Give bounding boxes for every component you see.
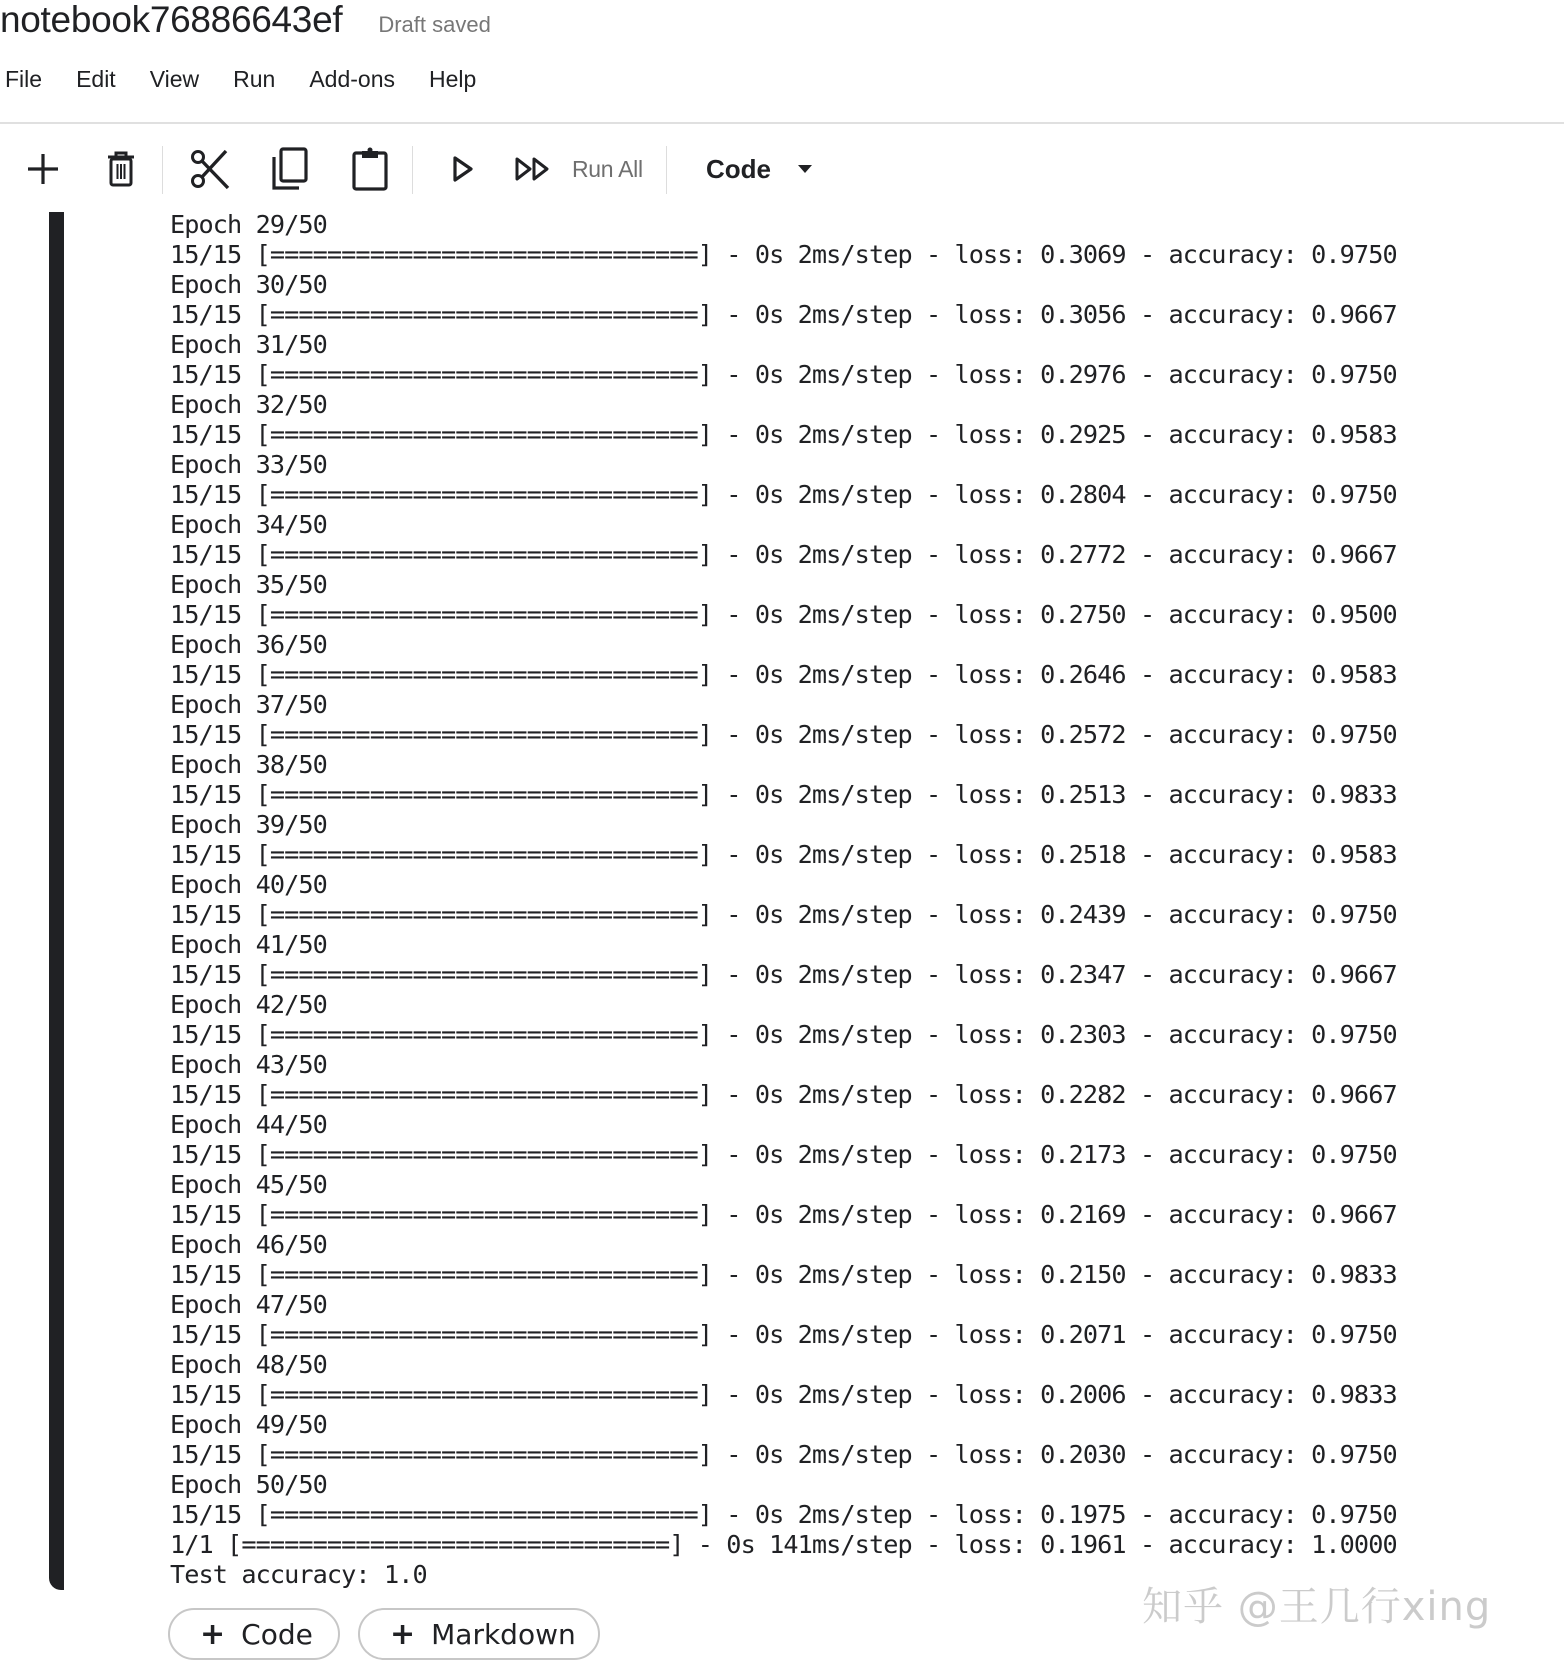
save-status: Draft saved bbox=[378, 12, 491, 37]
output-line: Epoch 39/50 bbox=[170, 810, 327, 839]
output-line: 1/1 [==============================] - 0s 141ms/step - loss: 0.1961 - accuracy: 1.0000 bbox=[170, 1530, 1397, 1559]
output-line: Epoch 31/50 bbox=[170, 330, 327, 359]
output-line: 15/15 [==============================] - 0s 2ms/step - loss: 0.2513 - accuracy: 0.9833 bbox=[170, 780, 1397, 809]
output-line: Epoch 32/50 bbox=[170, 390, 327, 419]
add-cell-button[interactable] bbox=[22, 138, 64, 200]
output-line: Epoch 46/50 bbox=[170, 1230, 327, 1259]
output-line: Epoch 40/50 bbox=[170, 870, 327, 899]
output-line: 15/15 [==============================] - 0s 2ms/step - loss: 0.2439 - accuracy: 0.9750 bbox=[170, 900, 1397, 929]
cut-button[interactable] bbox=[188, 138, 234, 200]
output-line: 15/15 [==============================] - 0s 2ms/step - loss: 0.2303 - accuracy: 0.9750 bbox=[170, 1020, 1397, 1049]
add-cell-buttons bbox=[168, 1608, 600, 1660]
output-line: Epoch 44/50 bbox=[170, 1110, 327, 1139]
add-code-cell-button[interactable] bbox=[168, 1608, 340, 1660]
output-line: 15/15 [==============================] - 0s 2ms/step - loss: 0.2282 - accuracy: 0.9667 bbox=[170, 1080, 1397, 1109]
output-line: 15/15 [==============================] - 0s 2ms/step - loss: 0.2976 - accuracy: 0.9750 bbox=[170, 360, 1397, 389]
copy-icon bbox=[271, 147, 309, 191]
output-line: 15/15 [==============================] - 0s 2ms/step - loss: 0.3056 - accuracy: 0.9667 bbox=[170, 300, 1397, 329]
output-line: 15/15 [==============================] - 0s 2ms/step - loss: 0.2173 - accuracy: 0.9750 bbox=[170, 1140, 1397, 1169]
output-line: 15/15 [==============================] - 0s 2ms/step - loss: 0.2071 - accuracy: 0.9750 bbox=[170, 1320, 1397, 1349]
title-row bbox=[0, 0, 491, 60]
output-line: Epoch 47/50 bbox=[170, 1290, 327, 1319]
output-line: Epoch 41/50 bbox=[170, 930, 327, 959]
menu-help[interactable]: Help bbox=[429, 66, 477, 92]
add-cell-icon bbox=[26, 152, 60, 186]
plus-icon: + bbox=[390, 1616, 416, 1652]
output-line: Epoch 43/50 bbox=[170, 1050, 327, 1079]
output-line: Epoch 33/50 bbox=[170, 450, 327, 479]
output-line: Test accuracy: 1.0 bbox=[170, 1560, 427, 1589]
run-cell-button[interactable] bbox=[448, 138, 478, 200]
plus-icon: + bbox=[200, 1616, 226, 1652]
toolbar-separator bbox=[162, 146, 163, 194]
output-line: Epoch 29/50 bbox=[170, 210, 327, 239]
copy-button[interactable] bbox=[268, 138, 312, 200]
add-code-label: Code bbox=[241, 1617, 313, 1651]
menubar bbox=[5, 66, 476, 93]
output-line: Epoch 38/50 bbox=[170, 750, 327, 779]
output-line: Epoch 36/50 bbox=[170, 630, 327, 659]
toolbar-separator bbox=[666, 146, 667, 194]
cut-icon bbox=[190, 148, 232, 190]
delete-cell-button[interactable] bbox=[100, 138, 142, 200]
menu-file[interactable]: File bbox=[5, 66, 43, 92]
menu-add-ons[interactable]: Add-ons bbox=[309, 66, 396, 92]
output-line: Epoch 49/50 bbox=[170, 1410, 327, 1439]
watermark: 知乎 @王几行xing bbox=[1142, 1584, 1492, 1630]
menu-edit[interactable]: Edit bbox=[76, 66, 116, 92]
toolbar-separator bbox=[412, 146, 413, 194]
output-line: 15/15 [==============================] - 0s 2ms/step - loss: 0.2150 - accuracy: 0.9833 bbox=[170, 1260, 1397, 1289]
output-line: 15/15 [==============================] - 0s 2ms/step - loss: 0.2347 - accuracy: 0.9667 bbox=[170, 960, 1397, 989]
output-line: Epoch 35/50 bbox=[170, 570, 327, 599]
output-line: Epoch 37/50 bbox=[170, 690, 327, 719]
run-icon bbox=[452, 155, 474, 183]
cell-type-label: Code bbox=[706, 153, 771, 184]
output-line: 15/15 [==============================] - 0s 2ms/step - loss: 0.2169 - accuracy: 0.9667 bbox=[170, 1200, 1397, 1229]
header-divider bbox=[0, 122, 1564, 124]
add-markdown-cell-button[interactable] bbox=[358, 1608, 600, 1660]
output-line: 15/15 [==============================] - 0s 2ms/step - loss: 0.2572 - accuracy: 0.9750 bbox=[170, 720, 1397, 749]
run-all-icon bbox=[514, 156, 552, 182]
output-line: Epoch 30/50 bbox=[170, 270, 327, 299]
output-line: 15/15 [==============================] - 0s 2ms/step - loss: 0.2772 - accuracy: 0.9667 bbox=[170, 540, 1397, 569]
notebook-title[interactable]: notebook76886643ef bbox=[0, 0, 343, 40]
output-line: Epoch 45/50 bbox=[170, 1170, 327, 1199]
delete-icon bbox=[105, 150, 137, 188]
run-all-button[interactable] bbox=[514, 138, 674, 200]
output-line: 15/15 [==============================] - 0s 2ms/step - loss: 0.2030 - accuracy: 0.9750 bbox=[170, 1440, 1397, 1469]
paste-button[interactable] bbox=[348, 138, 392, 200]
output-line: Epoch 50/50 bbox=[170, 1470, 327, 1499]
cell-output bbox=[170, 210, 1397, 1590]
caret-down-icon bbox=[797, 164, 813, 174]
cell-execution-bar[interactable] bbox=[49, 212, 64, 1590]
output-line: Epoch 34/50 bbox=[170, 510, 327, 539]
run-all-label: Run All bbox=[572, 155, 643, 182]
output-line: 15/15 [==============================] - 0s 2ms/step - loss: 0.2006 - accuracy: 0.9833 bbox=[170, 1380, 1397, 1409]
output-line: 15/15 [==============================] - 0s 2ms/step - loss: 0.2750 - accuracy: 0.9500 bbox=[170, 600, 1397, 629]
output-line: Epoch 48/50 bbox=[170, 1350, 327, 1379]
cell-type-dropdown[interactable] bbox=[706, 138, 826, 200]
output-line: Epoch 42/50 bbox=[170, 990, 327, 1019]
menu-run[interactable]: Run bbox=[233, 66, 276, 92]
output-line: 15/15 [==============================] - 0s 2ms/step - loss: 0.3069 - accuracy: 0.9750 bbox=[170, 240, 1397, 269]
toolbar bbox=[0, 138, 900, 200]
output-line: 15/15 [==============================] - 0s 2ms/step - loss: 0.2646 - accuracy: 0.9583 bbox=[170, 660, 1397, 689]
output-line: 15/15 [==============================] - 0s 2ms/step - loss: 0.2804 - accuracy: 0.9750 bbox=[170, 480, 1397, 509]
output-line: 15/15 [==============================] - 0s 2ms/step - loss: 0.2518 - accuracy: 0.9583 bbox=[170, 840, 1397, 869]
output-line: 15/15 [==============================] - 0s 2ms/step - loss: 0.2925 - accuracy: 0.9583 bbox=[170, 420, 1397, 449]
menu-view[interactable]: View bbox=[149, 66, 200, 92]
output-line: 15/15 [==============================] - 0s 2ms/step - loss: 0.1975 - accuracy: 0.9750 bbox=[170, 1500, 1397, 1529]
add-markdown-label: Markdown bbox=[431, 1617, 576, 1651]
paste-icon bbox=[351, 147, 389, 191]
